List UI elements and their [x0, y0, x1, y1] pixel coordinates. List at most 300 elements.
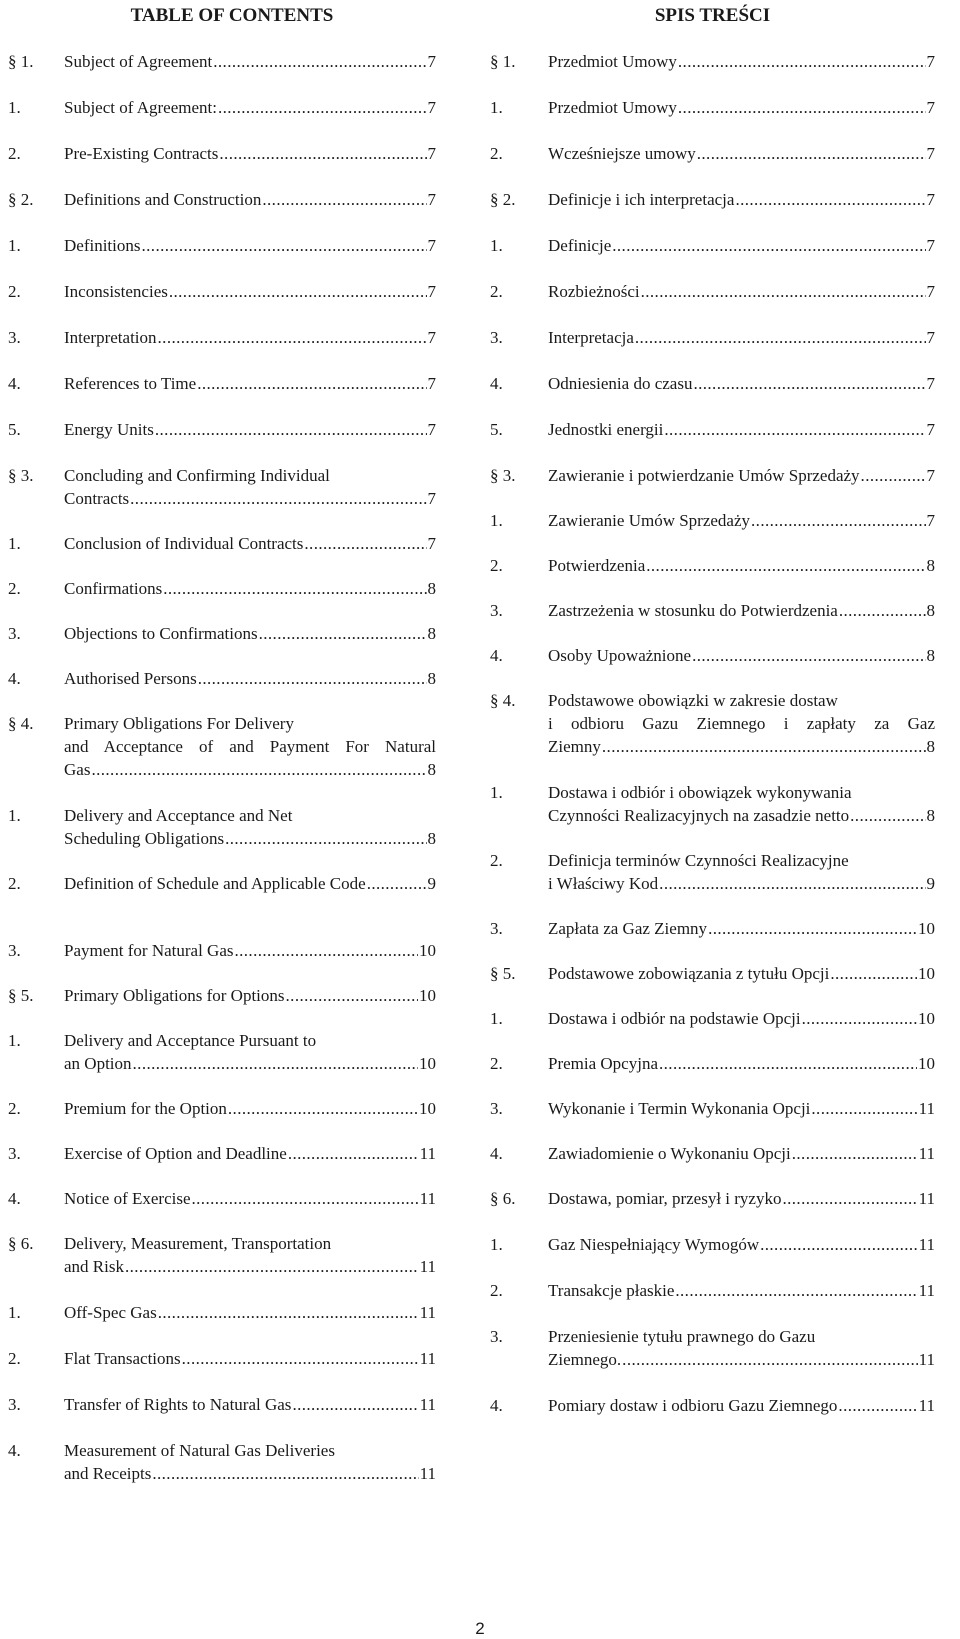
- entry-text-line: Podstawowe zobowiązania z tytułu Opcji: [548, 964, 830, 983]
- entry-number: 2.: [490, 282, 503, 301]
- dot-leader: [219, 142, 426, 165]
- entry-last-line: [548, 372, 935, 395]
- entry-text-line: Zastrzeżenia w stosunku do Potwierdzenia: [548, 601, 838, 620]
- entry-body: [548, 1279, 935, 1302]
- entry-page-number: 11: [918, 1350, 935, 1369]
- entry-page-number: 11: [419, 1349, 436, 1368]
- entry-text-line: Przedmiot Umowy: [548, 52, 677, 71]
- dot-leader: [198, 667, 427, 690]
- dot-leader: [678, 50, 926, 73]
- entry-last-line: [548, 1097, 935, 1120]
- dot-leader: [838, 1394, 917, 1417]
- entry-body: [548, 1233, 935, 1256]
- toc-entry: [8, 984, 436, 1007]
- entry-text-line: Payment for Natural Gas: [64, 941, 234, 960]
- toc-entry: [8, 1029, 436, 1075]
- entry-body: [548, 1325, 935, 1371]
- entry-number: 3.: [8, 1144, 21, 1163]
- entry-body: [64, 326, 436, 349]
- dot-leader: [288, 1142, 419, 1165]
- dot-leader: [133, 1052, 418, 1075]
- dot-leader: [839, 599, 926, 622]
- entry-number: § 2.: [8, 190, 34, 209]
- dot-leader: [192, 1187, 419, 1210]
- entry-last-line: [548, 962, 935, 985]
- entry-body: [548, 1097, 935, 1120]
- entry-page-number: 7: [926, 282, 935, 301]
- dot-leader: [163, 577, 426, 600]
- entry-body: [64, 142, 436, 165]
- entry-number: 4.: [8, 1189, 21, 1208]
- dot-leader: [782, 1187, 917, 1210]
- entry-text-line: Definitions: [64, 236, 141, 255]
- entry-last-line: [64, 1255, 436, 1278]
- dot-leader: [182, 1347, 419, 1370]
- entry-text-line: Podstawowe obowiązki w zakresie dostaw: [548, 691, 838, 710]
- entry-last-line: [548, 188, 935, 211]
- entry-text-line: Pre-Existing Contracts: [64, 144, 219, 163]
- entry-body: [64, 372, 436, 395]
- entry-last-line: [64, 577, 436, 600]
- entry-page-number: 7: [427, 420, 436, 439]
- entry-body: [64, 234, 436, 257]
- entry-text-line: an Option: [64, 1054, 132, 1073]
- toc-english-entries: [8, 50, 436, 1485]
- entry-number: 3.: [490, 1327, 503, 1346]
- toc-entry: [490, 142, 935, 165]
- entry-text-line: and Risk: [64, 1257, 124, 1276]
- entry-last-line: [64, 1142, 436, 1165]
- entry-page-number: 10: [918, 1054, 935, 1073]
- toc-entry: [490, 1325, 935, 1371]
- toc-entry: [490, 1142, 935, 1165]
- dot-leader: [659, 872, 925, 895]
- entry-last-line: [64, 372, 436, 395]
- entry-body: [548, 326, 935, 349]
- entry-body: [548, 554, 935, 577]
- entry-number: 1.: [8, 806, 21, 825]
- entry-number: 4.: [8, 374, 21, 393]
- entry-body: [64, 1187, 436, 1210]
- entry-number: § 5.: [8, 986, 34, 1005]
- entry-text-line: Definicja terminów Czynności Realizacyjne: [548, 851, 849, 870]
- entry-number: 1.: [490, 236, 503, 255]
- entry-text-line: Objections to Confirmations: [64, 624, 258, 643]
- entry-number: 1.: [8, 98, 21, 117]
- toc-entry: [8, 667, 436, 690]
- entry-number: 2.: [8, 1099, 21, 1118]
- dot-leader: [225, 827, 426, 850]
- entry-body: [64, 418, 436, 441]
- entry-body: [548, 849, 935, 895]
- toc-entry: [8, 96, 436, 119]
- entry-text-line: Transfer of Rights to Natural Gas: [64, 1395, 292, 1414]
- entry-page-number: 7: [427, 190, 436, 209]
- entry-last-line: [548, 1052, 935, 1075]
- dot-leader: [760, 1233, 918, 1256]
- entry-number: 2.: [8, 144, 21, 163]
- entry-number: 1.: [490, 1009, 503, 1028]
- entry-last-line: [548, 917, 935, 940]
- entry-last-line: [64, 1301, 436, 1324]
- entry-page-number: 11: [419, 1464, 436, 1483]
- entry-last-line: [548, 418, 935, 441]
- entry-last-line: [64, 872, 436, 895]
- entry-page-number: 7: [926, 328, 935, 347]
- entry-body: [548, 1394, 935, 1417]
- dot-leader: [228, 1097, 418, 1120]
- entry-text-line: Delivery and Acceptance Pursuant to: [64, 1031, 317, 1050]
- toc-entry: [490, 326, 935, 349]
- entry-last-line: [548, 872, 935, 895]
- entry-text-line: Zawiadomienie o Wykonaniu Opcji: [548, 1144, 791, 1163]
- entry-body: [548, 280, 935, 303]
- entry-number: 2.: [8, 579, 21, 598]
- toc-entry: [8, 712, 436, 781]
- dot-leader: [830, 962, 917, 985]
- dot-leader: [262, 188, 426, 211]
- entry-last-line: [548, 1187, 935, 1210]
- entry-text-line: Subject of Agreement: [64, 52, 213, 71]
- toc-entry: [490, 849, 935, 895]
- entry-page-number: 11: [918, 1099, 935, 1118]
- entry-page-number: 8: [926, 806, 935, 825]
- entry-text-line: Dostawa i odbiór i obowiązek wykonywania: [548, 783, 852, 802]
- toc-entry: [490, 1279, 935, 1302]
- entry-body: [64, 1232, 436, 1278]
- dot-leader: [811, 1097, 917, 1120]
- entry-body: [64, 96, 436, 119]
- entry-last-line: [64, 1097, 436, 1120]
- entry-text-line: Energy Units: [64, 420, 154, 439]
- entry-page-number: 8: [926, 737, 935, 756]
- entry-page-number: 7: [926, 144, 935, 163]
- entry-number: § 4.: [8, 714, 34, 733]
- entry-text-line: and Acceptance of and Payment For Natural: [64, 737, 436, 756]
- entry-page-number: 10: [918, 919, 935, 938]
- dot-leader: [158, 1301, 419, 1324]
- entry-text-line: Dostawa, pomiar, przesył i ryzyko: [548, 1189, 782, 1208]
- entry-last-line: [64, 1347, 436, 1370]
- entry-number: § 6.: [8, 1234, 34, 1253]
- entry-text-line: Definitions and Construction: [64, 190, 262, 209]
- toc-entry: [490, 372, 935, 395]
- entry-last-line: [64, 1187, 436, 1210]
- entry-body: [548, 644, 935, 667]
- entry-page-number: 7: [926, 190, 935, 209]
- toc-entry: [8, 188, 436, 211]
- toc-polish-heading: SPIS TREŚCI: [654, 5, 771, 26]
- dot-leader: [697, 142, 926, 165]
- entry-text-line: Delivery and Acceptance and Net: [64, 806, 293, 825]
- dot-leader: [692, 644, 925, 667]
- dot-leader: [802, 1007, 917, 1030]
- entry-last-line: [548, 1233, 935, 1256]
- entry-body: [64, 804, 436, 850]
- entry-text-line: Primary Obligations For Delivery: [64, 714, 294, 733]
- dot-leader: [169, 280, 427, 303]
- entry-page-number: 7: [926, 98, 935, 117]
- entry-last-line: [64, 326, 436, 349]
- entry-text-line: Authorised Persons: [64, 669, 197, 688]
- entry-body: [64, 280, 436, 303]
- toc-entry: [8, 1439, 436, 1485]
- dot-leader: [142, 234, 427, 257]
- entry-last-line: [548, 599, 935, 622]
- entry-number: § 3.: [490, 466, 516, 485]
- entry-body: [548, 418, 935, 441]
- dot-leader: [602, 735, 926, 758]
- entry-text-line: Jednostki energii: [548, 420, 664, 439]
- entry-text-line: Wykonanie i Termin Wykonania Opcji: [548, 1099, 811, 1118]
- entry-number: 2.: [490, 556, 503, 575]
- dot-leader: [664, 418, 925, 441]
- entry-last-line: [548, 804, 935, 827]
- toc-entry: [8, 1301, 436, 1324]
- entry-text-line: Conclusion of Individual Contracts: [64, 534, 304, 553]
- entry-page-number: 8: [427, 760, 436, 779]
- entry-number: 2.: [490, 1054, 503, 1073]
- toc-entry: [490, 599, 935, 622]
- entry-body: [548, 372, 935, 395]
- entry-page-number: 8: [427, 669, 436, 688]
- entry-last-line: [548, 234, 935, 257]
- dot-leader: [792, 1142, 918, 1165]
- entry-last-line: [548, 50, 935, 73]
- entry-last-line: [548, 644, 935, 667]
- toc-entry: [490, 554, 935, 577]
- entry-text-line: References to Time: [64, 374, 197, 393]
- entry-body: [548, 599, 935, 622]
- entry-text-line: and Receipts: [64, 1464, 152, 1483]
- entry-number: 1.: [490, 98, 503, 117]
- entry-number: 3.: [8, 624, 21, 643]
- entry-last-line: [548, 735, 935, 758]
- entry-number: 1.: [8, 236, 21, 255]
- entry-body: [548, 188, 935, 211]
- entry-page-number: 10: [419, 986, 436, 1005]
- entry-page-number: 11: [918, 1189, 935, 1208]
- toc-entry: [490, 1187, 935, 1210]
- toc-entry: [8, 1232, 436, 1278]
- toc-entry: [490, 689, 935, 758]
- entry-text-line: Definicje: [548, 236, 612, 255]
- entry-number: 3.: [490, 601, 503, 620]
- toc-entry: [490, 1394, 935, 1417]
- entry-page-number: 11: [419, 1303, 436, 1322]
- entry-text-line: Primary Obligations for Options: [64, 986, 285, 1005]
- entry-page-number: 7: [427, 52, 436, 71]
- entry-text-line: Exercise of Option and Deadline: [64, 1144, 287, 1163]
- toc-entry: [490, 418, 935, 441]
- entry-text-line: Rozbieżności: [548, 282, 640, 301]
- entry-last-line: [548, 1279, 935, 1302]
- entry-page-number: 8: [427, 624, 436, 643]
- entry-text-line: Inconsistencies: [64, 282, 168, 301]
- entry-page-number: 8: [427, 829, 436, 848]
- entry-number: § 6.: [490, 1189, 516, 1208]
- entry-text-line: Interpretation: [64, 328, 157, 347]
- entry-page-number: 7: [926, 236, 935, 255]
- entry-text-line: Notice of Exercise: [64, 1189, 191, 1208]
- entry-text-line: Contracts: [64, 489, 130, 508]
- entry-page-number: 7: [427, 98, 436, 117]
- entry-last-line: [64, 50, 436, 73]
- entry-number: § 1.: [490, 52, 516, 71]
- entry-text-line: Zapłata za Gaz Ziemny: [548, 919, 708, 938]
- entry-number: § 2.: [490, 190, 516, 209]
- entry-number: 5.: [8, 420, 21, 439]
- entry-page-number: 7: [926, 466, 935, 485]
- dot-leader: [158, 326, 427, 349]
- entry-body: [64, 464, 436, 510]
- entry-last-line: [548, 1394, 935, 1417]
- dot-leader: [152, 1462, 418, 1485]
- entry-body: [548, 96, 935, 119]
- entry-text-line: Przedmiot Umowy: [548, 98, 677, 117]
- entry-number: 1.: [8, 1031, 21, 1050]
- toc-entry: [8, 50, 436, 73]
- entry-last-line: [64, 280, 436, 303]
- entry-number: 1.: [490, 511, 503, 530]
- entry-body: [548, 689, 935, 758]
- entry-body: [64, 50, 436, 73]
- entry-number: 3.: [8, 941, 21, 960]
- entry-text-line: Dostawa i odbiór na podstawie Opcji: [548, 1009, 801, 1028]
- entry-page-number: 10: [918, 1009, 935, 1028]
- entry-text-line: Potwierdzenia: [548, 556, 646, 575]
- entry-body: [64, 1393, 436, 1416]
- entry-last-line: [64, 622, 436, 645]
- entry-last-line: [548, 142, 935, 165]
- entry-page-number: 11: [918, 1281, 935, 1300]
- toc-entry: [8, 1097, 436, 1120]
- dot-leader: [708, 917, 917, 940]
- entry-page-number: 7: [427, 282, 436, 301]
- entry-text-line: Interpretacja: [548, 328, 634, 347]
- entry-page-number: 8: [926, 646, 935, 665]
- entry-text-line: Zawieranie i potwierdzanie Umów Sprzedaży: [548, 466, 860, 485]
- dot-leader: [213, 50, 426, 73]
- entry-number: 3.: [490, 1099, 503, 1118]
- toc-entry: [8, 1347, 436, 1370]
- dot-leader: [125, 1255, 419, 1278]
- toc-entry: [490, 464, 935, 487]
- entry-body: [548, 509, 935, 532]
- entry-text-line: Osoby Upoważnione: [548, 646, 692, 665]
- entry-text-line: Gaz Niespełniający Wymogów: [548, 1235, 760, 1254]
- entry-body: [548, 464, 935, 487]
- entry-last-line: [64, 418, 436, 441]
- entry-text-line: Confirmations: [64, 579, 163, 598]
- entry-body: [548, 1052, 935, 1075]
- toc-entry: [490, 1007, 935, 1030]
- entry-last-line: [64, 827, 436, 850]
- entry-page-number: 11: [419, 1395, 436, 1414]
- toc-entry: [8, 577, 436, 600]
- entry-body: [64, 1097, 436, 1120]
- entry-number: 2.: [490, 1281, 503, 1300]
- entry-text-line: Pomiary dostaw i odbioru Gazu Ziemnego: [548, 1396, 838, 1415]
- entry-last-line: [548, 1142, 935, 1165]
- entry-number: 1.: [490, 1235, 503, 1254]
- entry-number: 2.: [8, 282, 21, 301]
- dot-leader: [234, 939, 418, 962]
- toc-entry: [8, 464, 436, 510]
- entry-number: 3.: [490, 328, 503, 347]
- entry-text-line: i Właściwy Kod: [548, 874, 659, 893]
- entry-text-line: Ziemny: [548, 737, 601, 756]
- dot-leader: [850, 804, 925, 827]
- entry-number: 4.: [490, 1144, 503, 1163]
- entry-last-line: [64, 532, 436, 555]
- dot-leader: [218, 96, 427, 119]
- entry-number: 3.: [8, 328, 21, 347]
- entry-last-line: [548, 509, 935, 532]
- entry-text-line: Ziemnego.: [548, 1350, 622, 1369]
- entry-last-line: [548, 464, 935, 487]
- dot-leader: [675, 1279, 917, 1302]
- entry-page-number: 10: [419, 941, 436, 960]
- entry-text-line: Wcześniejsze umowy: [548, 144, 696, 163]
- entry-number: 4.: [490, 1396, 503, 1415]
- toc-entry: [8, 939, 436, 962]
- entry-last-line: [548, 280, 935, 303]
- entry-body: [64, 984, 436, 1007]
- entry-body: [548, 234, 935, 257]
- entry-last-line: [64, 1393, 436, 1416]
- toc-entry: [8, 234, 436, 257]
- toc-english-column: [8, 0, 436, 1485]
- toc-entry: [8, 1393, 436, 1416]
- entry-number: § 5.: [490, 964, 516, 983]
- page-number: 2: [475, 1619, 485, 1638]
- entry-number: 3.: [490, 919, 503, 938]
- toc-entry: [490, 50, 935, 73]
- toc-entry: [8, 142, 436, 165]
- entry-page-number: 9: [427, 874, 436, 893]
- entry-body: [64, 532, 436, 555]
- entry-text-line: i odbioru Gazu Ziemnego i zapłaty za Gaz: [548, 714, 935, 733]
- toc-english-heading: TABLE OF CONTENTS: [130, 5, 334, 26]
- entry-page-number: 7: [926, 511, 935, 530]
- entry-page-number: 7: [926, 420, 935, 439]
- entry-number: § 3.: [8, 466, 34, 485]
- entry-text-line: Premium for the Option: [64, 1099, 227, 1118]
- entry-page-number: 11: [419, 1144, 436, 1163]
- entry-last-line: [548, 1348, 935, 1371]
- entry-text-line: Definition of Schedule and Applicable Code: [64, 874, 366, 893]
- entry-last-line: [64, 1052, 436, 1075]
- toc-entry: [8, 1187, 436, 1210]
- entry-page-number: 9: [926, 874, 935, 893]
- toc-entry: [490, 96, 935, 119]
- entry-number: 4.: [490, 646, 503, 665]
- entry-text-line: Off-Spec Gas: [64, 1303, 157, 1322]
- entry-last-line: [64, 234, 436, 257]
- toc-entry: [490, 280, 935, 303]
- entry-body: [64, 622, 436, 645]
- entry-page-number: 7: [926, 374, 935, 393]
- entry-page-number: 7: [427, 374, 436, 393]
- toc-polish-column: [490, 0, 935, 1417]
- toc-entry: [8, 532, 436, 555]
- toc-entry: [490, 509, 935, 532]
- entry-page-number: 11: [419, 1189, 436, 1208]
- entry-body: [64, 1439, 436, 1485]
- entry-number: 2.: [8, 874, 21, 893]
- entry-body: [64, 1029, 436, 1075]
